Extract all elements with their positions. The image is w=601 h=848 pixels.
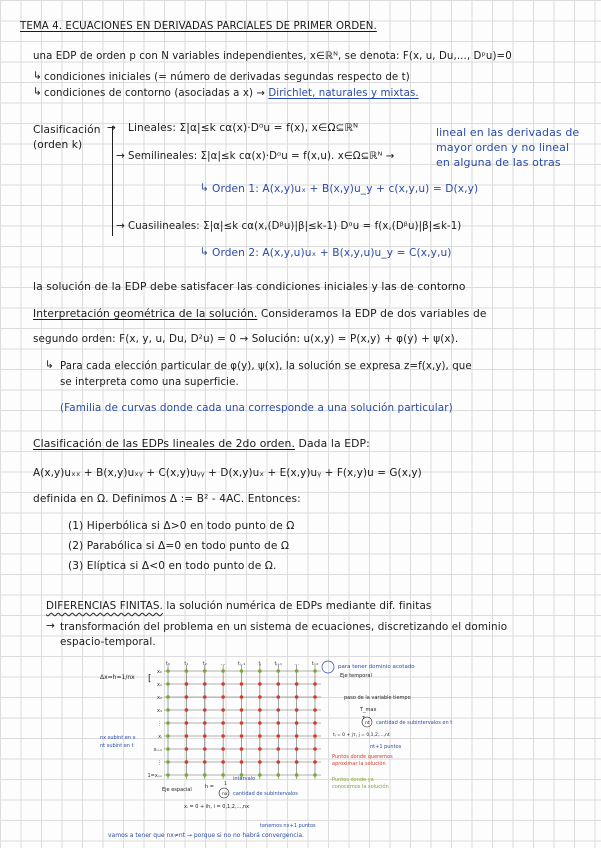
- unknown-point: [313, 721, 317, 725]
- arrow-icon: →: [107, 122, 116, 134]
- unknown-point: [276, 747, 280, 751]
- nt-label: nt: [365, 721, 370, 726]
- choice-line: Para cada elección particular de φ(y), ψ(x), la solución se expresa z=f(x,y), que: [60, 361, 472, 372]
- unknown-point: [258, 721, 262, 725]
- finite-differences-rest: la solución numérica de EDPs mediante dif. finitas: [166, 600, 432, 612]
- unknown-point: [276, 721, 280, 725]
- red-points-note: Puntos donde queremos: [332, 754, 393, 760]
- convergence-note: vamos a tener que nx≠nt → porque si no no habrá convergencia.: [108, 832, 304, 839]
- arrow-icon: →: [116, 150, 125, 162]
- nx-subint-note: nx subint en x: [100, 735, 136, 741]
- semilinear-note: en alguna de las otras: [436, 156, 561, 169]
- known-point: [166, 760, 170, 764]
- green-points-note: Puntos donde ya: [332, 777, 374, 783]
- known-point: [276, 669, 280, 673]
- arrow-icon: ↳: [33, 86, 42, 98]
- finite-difference-grid-diagram: [100, 655, 490, 845]
- nx-label: nx: [222, 792, 228, 797]
- unknown-point: [276, 695, 280, 699]
- arrow-icon: ↳: [200, 246, 209, 258]
- t-tick-label: tₘₜ: [311, 661, 319, 667]
- unknown-point: [240, 760, 244, 764]
- known-point: [313, 669, 317, 673]
- unknown-point: [185, 721, 189, 725]
- unknown-point: [313, 708, 317, 712]
- unknown-point: [203, 708, 207, 712]
- one-label: 1: [224, 782, 227, 787]
- finite-differences-heading: [46, 600, 431, 613]
- unknown-point: [295, 760, 299, 764]
- t-tick-label: tⱼ₊₁: [274, 661, 282, 667]
- unknown-point: [258, 734, 262, 738]
- known-point: [221, 773, 225, 777]
- x-tick-label: ⋮: [157, 721, 162, 727]
- known-point: [221, 669, 225, 673]
- unknown-point: [258, 760, 262, 764]
- unknown-point: [240, 682, 244, 686]
- unknown-point: [313, 760, 317, 764]
- unknown-point: [295, 708, 299, 712]
- known-point: [258, 773, 262, 777]
- x-tick-label: x₂: [157, 695, 162, 701]
- solution-line: la solución de la EDP debe satisfacer las condiciones iniciales y las de contorno: [33, 280, 466, 293]
- unknown-point: [276, 760, 280, 764]
- known-point: [166, 695, 170, 699]
- semilinear-note: lineal en las derivadas de: [436, 126, 580, 139]
- t-tick-label: ...: [294, 661, 300, 667]
- order2-equation: Orden 2: A(x,y,u)uₓ + B(x,y,u)u_y = C(x,y,u): [212, 247, 452, 259]
- finite-differences-line: transformación del problema en un sistema de ecuaciones, discretizando el dominio: [60, 621, 508, 633]
- known-point: [166, 682, 170, 686]
- boundary-conditions-prefix: condiciones de contorno (asociadas a x) →: [44, 88, 265, 99]
- known-point: [166, 721, 170, 725]
- classification-order: (orden k): [33, 139, 83, 151]
- unknown-point: [203, 734, 207, 738]
- finite-differences-line: espacio-temporal.: [60, 636, 156, 648]
- classification-label: Clasificación: [33, 124, 101, 136]
- unknown-point: [258, 708, 262, 712]
- family-note: (Familia de curvas donde cada una corresponde a una solución particular): [60, 402, 453, 414]
- known-point: [258, 669, 262, 673]
- unknown-point: [240, 708, 244, 712]
- interval-note: intervalo: [233, 776, 256, 782]
- unknown-point: [203, 747, 207, 751]
- red-points-note: aproximar la solución: [332, 761, 386, 767]
- geometric-interpretation: [33, 307, 487, 320]
- unknown-point: [185, 747, 189, 751]
- unknown-point: [295, 695, 299, 699]
- unknown-point: [203, 760, 207, 764]
- unknown-point: [185, 708, 189, 712]
- unknown-point: [313, 747, 317, 751]
- unknown-point: [295, 734, 299, 738]
- unknown-point: [203, 721, 207, 725]
- dx-formula: Δx=h=1/nx: [100, 674, 135, 681]
- delta-definition: definida en Ω. Definimos Δ := B² - 4AC. Entonces:: [33, 493, 301, 505]
- arrow-icon: ↳: [33, 70, 42, 82]
- eje-espacial-label: Eje espacial: [162, 787, 192, 793]
- second-order-title: Clasificación de las EDPs lineales de 2do orden.: [33, 437, 295, 450]
- unknown-point: [258, 695, 262, 699]
- unknown-point: [221, 721, 225, 725]
- unknown-point: [185, 695, 189, 699]
- semilinear-equation: Semilineales: Σ|α|≤k cα(x)·Dᵅu = f(x,u). x∈Ω⊆ℝᴺ →: [128, 151, 395, 162]
- unknown-point: [276, 734, 280, 738]
- quasilinear-equation: Cuasilineales: Σ|α|≤k cα(x,(Dᵝu)|β|≤k-1) Dᵅu = f(x,(Dᵝu)|β|≤k-1): [128, 221, 462, 232]
- unknown-point: [221, 760, 225, 764]
- time-step-note: paso de la variable tiempo: [344, 695, 411, 701]
- unknown-point: [295, 682, 299, 686]
- semilinear-note: mayor orden y no lineal: [436, 141, 570, 154]
- bracket-glyph: [: [148, 674, 152, 684]
- t-tick-label: tⱼ₋₁: [237, 661, 246, 667]
- geometric-rest: Consideramos la EDP de dos variables de: [260, 307, 487, 320]
- unknown-point: [295, 721, 299, 725]
- order1-equation: Orden 1: A(x,y)uₓ + B(x,y)u_y + c(x,y,u) = D(x,y): [212, 183, 479, 195]
- known-point: [166, 773, 170, 777]
- case-elliptic: (3) Elíptica si Δ<0 en todo punto de Ω.: [68, 560, 277, 572]
- unknown-point: [258, 682, 262, 686]
- second-order-equation: A(x,y)uₓₓ + B(x,y)uₓᵧ + C(x,y)uᵧᵧ + D(x,y)uₓ + E(x,y)uᵧ + F(x,y)u = G(x,y): [33, 467, 422, 479]
- unknown-point: [221, 708, 225, 712]
- edp-definition: una EDP de orden p con N variables independientes, x∈ℝᴺ, se denota: F(x, u, Du,..., Dᵖu)=0: [33, 51, 512, 62]
- case-hyperbolic: (1) Hiperbólica si Δ>0 en todo punto de Ω: [68, 520, 295, 532]
- unknown-point: [240, 695, 244, 699]
- unknown-point: [185, 760, 189, 764]
- t-tick-label: tⱼ: [258, 661, 262, 667]
- unknown-point: [240, 734, 244, 738]
- t-tick-label: t₀: [166, 661, 170, 667]
- known-point: [295, 773, 299, 777]
- known-point: [203, 669, 207, 673]
- page-title: TEMA 4. ECUACIONES EN DERIVADAS PARCIALES DE PRIMER ORDEN.: [20, 21, 377, 32]
- known-point: [166, 734, 170, 738]
- unknown-point: [221, 734, 225, 738]
- tj-formula: tⱼ = 0 + jτ, j = 0,1,2,...,nt: [333, 733, 390, 738]
- x-tick-label: x₁: [157, 682, 162, 688]
- unknown-point: [276, 708, 280, 712]
- arrow-icon: ↳: [200, 182, 209, 194]
- boundary-conditions-types: Dirichlet, naturales y mixtas.: [268, 88, 419, 99]
- unknown-point: [221, 682, 225, 686]
- known-point: [240, 669, 244, 673]
- known-point: [185, 669, 189, 673]
- known-point: [166, 747, 170, 751]
- green-points-note: conocemos la solución: [332, 784, 389, 790]
- classification-brace: [112, 126, 113, 236]
- unknown-point: [221, 695, 225, 699]
- subint-x-note: cantidad de subintervalos: [233, 791, 298, 797]
- tau-label: τ: [362, 715, 366, 721]
- tmax-circle: [322, 661, 334, 673]
- grid-layer: [147, 661, 321, 779]
- unknown-point: [185, 734, 189, 738]
- unknown-point: [258, 747, 262, 751]
- unknown-point: [203, 695, 207, 699]
- second-order-rest: Dada la EDP:: [298, 437, 370, 450]
- known-point: [166, 708, 170, 712]
- unknown-point: [240, 721, 244, 725]
- subint-t-note: cantidad de subintervalos en t: [376, 720, 453, 726]
- unknown-point: [240, 747, 244, 751]
- x-tick-label: ⋮: [157, 760, 162, 766]
- unknown-point: [313, 682, 317, 686]
- x-tick-label: xᵢ₊₁: [153, 747, 162, 753]
- nx-points-note: tenemos nx+1 puntos: [260, 823, 316, 829]
- unknown-point: [313, 734, 317, 738]
- x-tick-label: xᵢ: [158, 734, 162, 740]
- known-point: [166, 669, 170, 673]
- unknown-point: [221, 747, 225, 751]
- linear-equation: Lineales: Σ|α|≤k cα(x)·Dᵅu = f(x), x∈Ω⊆ℝᴺ: [128, 122, 359, 134]
- t-tick-label: t₁: [184, 661, 189, 667]
- boundary-conditions: [44, 87, 419, 100]
- x-tick-label: x₃: [157, 708, 162, 714]
- known-point: [295, 669, 299, 673]
- tmax-label: T_max: [360, 707, 377, 713]
- h-eq: h =: [205, 784, 214, 790]
- t-tick-label: ...: [220, 661, 226, 667]
- initial-conditions: condiciones iniciales (= número de derivadas segundas respecto de t): [44, 72, 410, 83]
- eje-temporal-label: Eje temporal: [340, 673, 372, 679]
- case-parabolic: (2) Parabólica si Δ=0 en todo punto de Ω: [68, 540, 290, 552]
- x-tick-label: x₀: [157, 669, 162, 675]
- finite-differences-title: DIFERENCIAS FINITAS.: [46, 600, 163, 612]
- geometric-title: Interpretación geométrica de la solución.: [33, 307, 258, 320]
- unknown-point: [276, 682, 280, 686]
- unknown-point: [185, 682, 189, 686]
- arrow-icon: ↳: [45, 359, 54, 371]
- second-order-heading: [33, 437, 370, 450]
- arrow-icon: →: [116, 220, 125, 232]
- known-point: [203, 773, 207, 777]
- nt-points-note: nt+1 puntos: [370, 744, 402, 750]
- x-tick-label: 1=xₙₓ: [147, 773, 162, 779]
- t-tick-label: t₂: [202, 661, 207, 667]
- choice-line: se interpreta como una superficie.: [60, 377, 239, 388]
- xi-formula: xᵢ = 0 + ih, i = 0,1,2,...,nx: [184, 804, 250, 810]
- unknown-point: [203, 682, 207, 686]
- known-point: [185, 773, 189, 777]
- nt-subint-note: nt subint en t: [100, 743, 134, 749]
- unknown-point: [295, 747, 299, 751]
- unknown-point: [313, 695, 317, 699]
- known-point: [313, 773, 317, 777]
- arrow-icon: →: [46, 620, 55, 632]
- known-point: [276, 773, 280, 777]
- note-bounded-domain: para tener dominio acotado: [338, 664, 415, 670]
- second-order-solution: segundo orden: F(x, y, u, Du, D²u) = 0 → Solución: u(x,y) = P(x,y) + φ(y) + ψ(x).: [33, 333, 459, 345]
